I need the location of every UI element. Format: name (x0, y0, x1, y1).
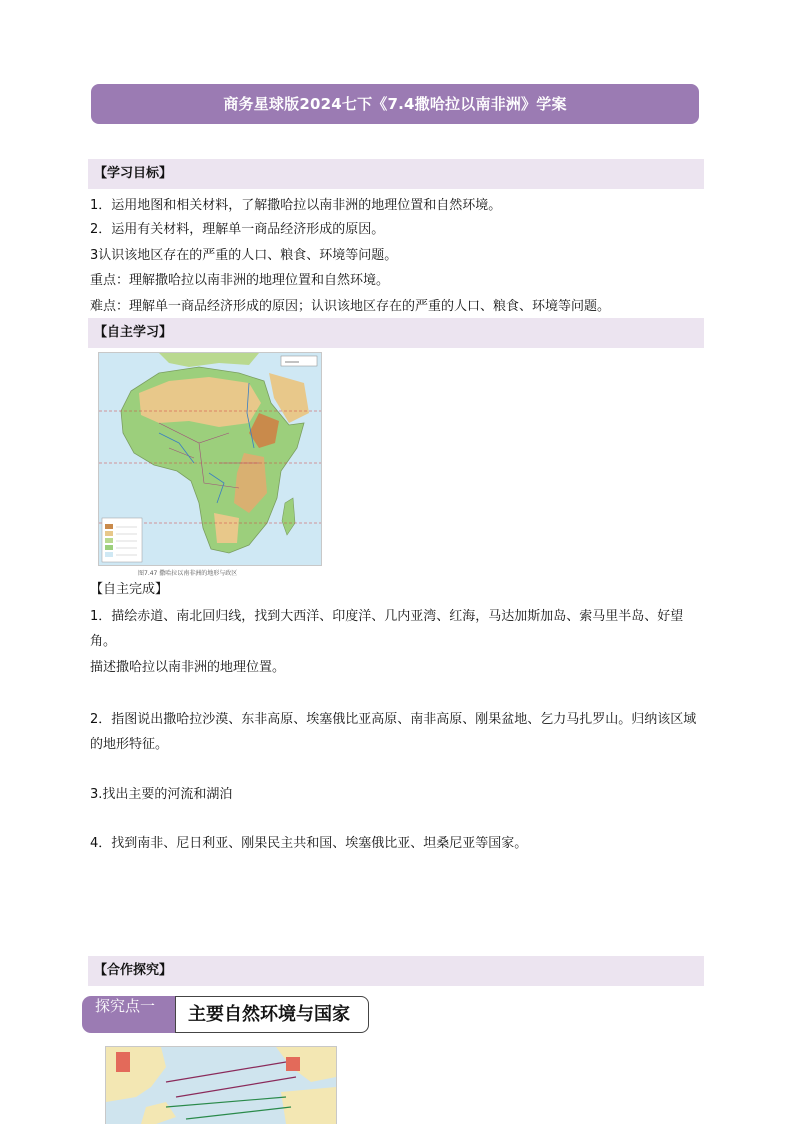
map-caption: 图7.47 撒哈拉以南非洲的地形与政区 (138, 570, 238, 577)
atlantic-trade-map (105, 1046, 337, 1124)
inquiry-point-title: 主要自然环境与国家 (175, 996, 369, 1033)
objectives-heading: 【学习目标】 (88, 159, 704, 189)
africa-map-graphic (99, 353, 321, 565)
document-title: 商务星球版2024七下《7.4撒哈拉以南非洲》学案 (91, 84, 699, 124)
objective-line-3: 3认识该地区存在的严重的人口、粮食、环境等问题。 (90, 248, 398, 263)
key-point-line: 重点：理解撒哈拉以南非洲的地理位置和自然环境。 (90, 273, 390, 288)
objective-line-1: 1．运用地图和相关材料，了解撒哈拉以南非洲的地理位置和自然环境。 (90, 198, 502, 213)
inquiry-point-label: 探究点一 (82, 996, 178, 1033)
self-study-heading: 【自主学习】 (88, 318, 704, 348)
task-1-prompt: 描述撒哈拉以南非洲的地理位置。 (90, 660, 286, 675)
task-3-text: 3.找出主要的河流和湖泊 (90, 787, 233, 802)
difficulty-line: 难点：理解单一商品经济形成的原因；认识该地区存在的严重的人口、粮食、环境等问题。 (90, 299, 611, 314)
objective-line-2: 2．运用有关材料，理解单一商品经济形成的原因。 (90, 222, 385, 237)
trade-map-graphic (106, 1047, 336, 1124)
task-1-text: 1．描绘赤道、南北回归线，找到大西洋、印度洋、几内亚湾、红海，马达加斯加岛、索马里半岛、好望角。 (90, 609, 684, 649)
africa-physical-map (98, 352, 322, 566)
task-4-text: 4．找到南非、尼日利亚、刚果民主共和国、埃塞俄比亚、坦桑尼亚等国家。 (90, 836, 528, 851)
inquiry-point-tag (82, 996, 369, 1033)
self-complete-heading: 【自主完成】 (90, 582, 169, 597)
task-2-text: 2．指图说出撒哈拉沙漠、东非高原、埃塞俄比亚高原、南非高原、刚果盆地、乞力马扎罗山。归纳该区域的地形特征。 (90, 712, 697, 752)
cooperation-heading: 【合作探究】 (88, 956, 704, 986)
